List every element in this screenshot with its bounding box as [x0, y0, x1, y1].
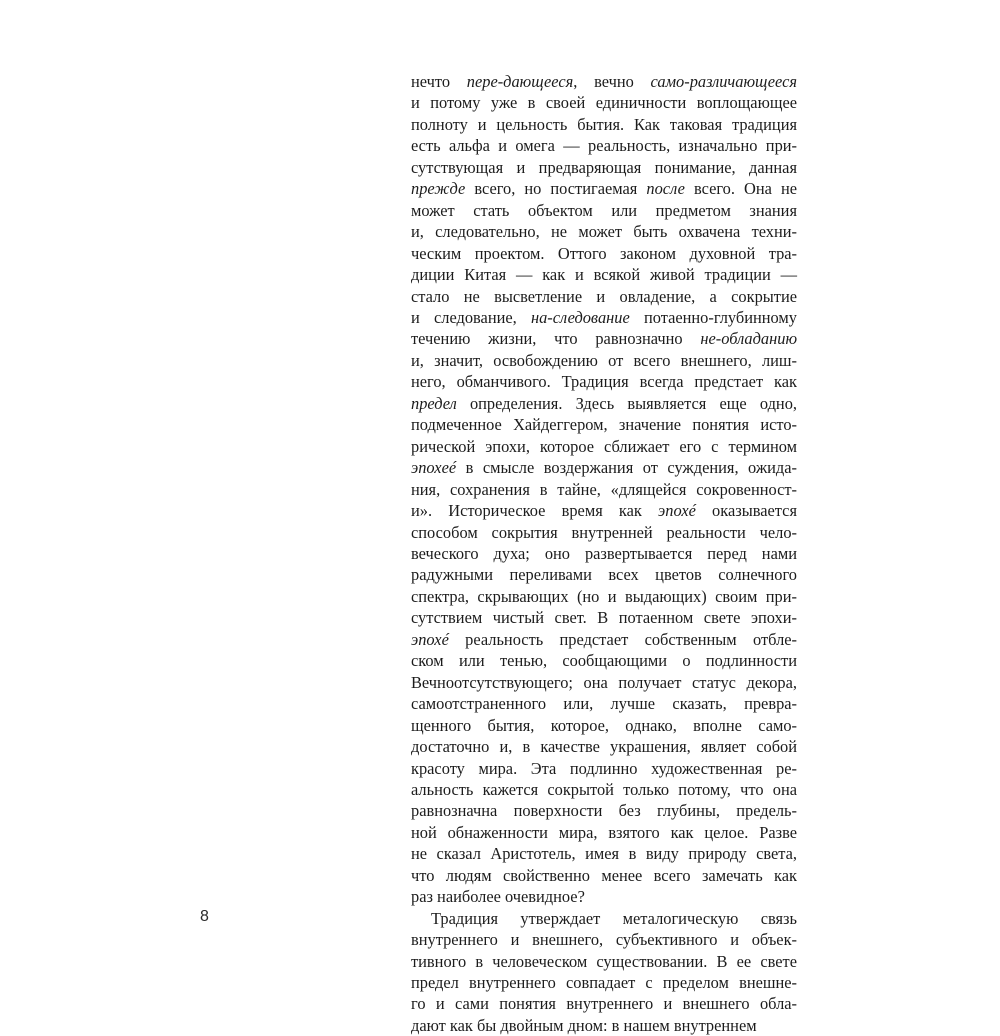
- text-run: и следование,: [411, 307, 531, 327]
- text-run: всего. Она не: [684, 179, 797, 199]
- italic-term: предел: [411, 393, 457, 413]
- page-number: 8: [200, 908, 209, 925]
- text-run: сутствующая и предваряющая понимание, данная: [411, 157, 797, 177]
- text-line: [411, 114, 797, 135]
- text-run: ском или тенью, сообщающими о подлинности: [411, 651, 797, 671]
- text-line: [411, 307, 797, 328]
- text-line: [411, 543, 797, 564]
- text-line: [411, 800, 797, 821]
- text-line: [411, 328, 797, 349]
- text-line: [411, 221, 797, 242]
- text-line: [411, 414, 797, 435]
- text-line: [411, 607, 797, 628]
- text-run: го и сами понятия внутреннего и внешнего обла-: [411, 994, 797, 1014]
- text-line: [411, 736, 797, 757]
- text-line: [411, 350, 797, 371]
- text-run: сутствием чистый свет. В потаенном свете эпохи-: [411, 608, 797, 628]
- text-run: самоотстраненного или, лучше сказать, превра-: [411, 694, 797, 714]
- text-run: красоту мира. Эта подлинно художественная ре-: [411, 758, 797, 778]
- text-run: тивного в человеческом существовании. В ее свете: [411, 951, 797, 971]
- text-run: веческого духа; оно развертывается перед нами: [411, 543, 797, 563]
- text-run: Вечноотсутствующего; она получает статус декора,: [411, 672, 797, 692]
- text-run: рической эпохи, которое сближает его с термином: [411, 436, 797, 456]
- text-run: ческим проектом. Оттого законом духовной тра-: [411, 243, 797, 263]
- italic-term: на-следование: [530, 307, 630, 327]
- text-line: [411, 500, 797, 521]
- text-line: [411, 929, 797, 950]
- text-run: достаточно и, в качестве украшения, являет собой: [411, 737, 797, 757]
- text-line: [411, 522, 797, 543]
- italic-term: эпохé: [411, 629, 449, 649]
- text-run: стало не высветление и овладение, а сокрытие: [411, 286, 797, 306]
- text-line: [411, 972, 797, 993]
- text-run: не сказал Аристотель, имея в виду природу света,: [411, 844, 797, 864]
- text-run: и, значит, освобождению от всего внешнего, лиш-: [411, 350, 797, 370]
- text-line: [411, 393, 797, 414]
- text-run: и потому уже в своей единичности воплощающее: [411, 93, 797, 113]
- text-line: [411, 286, 797, 307]
- text-run: что людям свойственно менее всего замечать как: [411, 865, 797, 885]
- italic-term: прежде: [411, 179, 466, 199]
- text-run: есть альфа и омега — реальность, изначально при-: [411, 136, 797, 156]
- text-run: ния, сохранения в тайне, «длящейся сокровенност-: [411, 479, 797, 499]
- text-run: альность кажется сокрытой только потому, что она: [411, 779, 797, 799]
- body-text: [411, 71, 797, 1036]
- text-line: [411, 779, 797, 800]
- text-run: в смысле воздержания от суждения, ожида-: [456, 458, 797, 478]
- italic-term: само-различающееся: [650, 72, 798, 91]
- text-line: [411, 135, 797, 156]
- text-run: диции Китая — как и всякой живой традиции —: [411, 265, 797, 285]
- text-line: [411, 758, 797, 779]
- italic-term: не-обладанию: [700, 329, 797, 349]
- text-run: предел внутреннего совпадает с пределом внешне-: [411, 973, 797, 993]
- text-run: раз наиболее очевидное?: [411, 887, 585, 907]
- text-run: всего, но постигаемая: [465, 179, 647, 199]
- text-line: [411, 886, 797, 907]
- text-line: [411, 92, 797, 113]
- text-run: радужными переливами всех цветов солнечного: [411, 565, 797, 585]
- text-run: определения. Здесь выявляется еще одно,: [456, 393, 797, 413]
- text-line: [411, 436, 797, 457]
- text-run: оказывается: [695, 501, 797, 521]
- italic-term: эпохеé: [411, 458, 457, 478]
- text-line: [411, 843, 797, 864]
- text-run: Традиция утверждает металогическую связь: [431, 908, 797, 928]
- text-line: [411, 71, 797, 92]
- text-run: щенного бытия, которое, однако, вполне само-: [411, 715, 797, 735]
- text-line: [411, 264, 797, 285]
- text-run: ной обнаженности мира, взятого как целое. Разве: [411, 822, 797, 842]
- text-run: потаенно-глубинному: [629, 307, 797, 327]
- text-run: полноту и цельность бытия. Как таковая традиция: [411, 114, 797, 134]
- text-line: [411, 951, 797, 972]
- italic-term: после: [646, 179, 685, 199]
- text-line: [411, 629, 797, 650]
- text-run: течению жизни, что равнозначно: [411, 329, 701, 349]
- text-run: дают как бы двойным дном: в нашем внутреннем: [411, 1015, 757, 1035]
- text-line: [411, 243, 797, 264]
- text-line: [411, 822, 797, 843]
- italic-term: эпохé: [658, 501, 696, 521]
- text-run: способом сокрытия внутренней реальности чело-: [411, 522, 797, 542]
- text-run: и». Историческое время как: [411, 501, 659, 521]
- text-run: него, обманчивого. Традиция всегда предстает как: [411, 372, 797, 392]
- text-line: [411, 178, 797, 199]
- text-run: нечто: [411, 72, 467, 91]
- text-line: [411, 371, 797, 392]
- text-line: [411, 157, 797, 178]
- text-line: [411, 865, 797, 886]
- text-line: [411, 1015, 797, 1036]
- text-line: [411, 693, 797, 714]
- text-line: [411, 672, 797, 693]
- text-line: [411, 586, 797, 607]
- text-line: [411, 564, 797, 585]
- text-run: и, следовательно, не может быть охвачена техни-: [411, 222, 797, 242]
- text-line: [411, 715, 797, 736]
- text-run: реальность предстает собственным отбле-: [448, 629, 797, 649]
- text-line: [411, 200, 797, 221]
- text-run: спектра, скрывающих (но и выдающих) своим при-: [411, 586, 797, 606]
- text-run: может стать объектом или предметом знания: [411, 200, 797, 220]
- text-line: [411, 650, 797, 671]
- text-run: , вечно: [573, 72, 651, 91]
- text-line: [411, 908, 797, 929]
- text-run: внутреннего и внешнего, субъективного и объек-: [411, 930, 797, 950]
- text-run: подмеченное Хайдеггером, значение понятия исто-: [411, 415, 797, 435]
- text-line: [411, 993, 797, 1014]
- text-line: [411, 457, 797, 478]
- text-run: равнозначна поверхности без глубины, предель-: [411, 801, 797, 821]
- text-line: [411, 479, 797, 500]
- italic-term: пере-дающееся: [466, 72, 574, 91]
